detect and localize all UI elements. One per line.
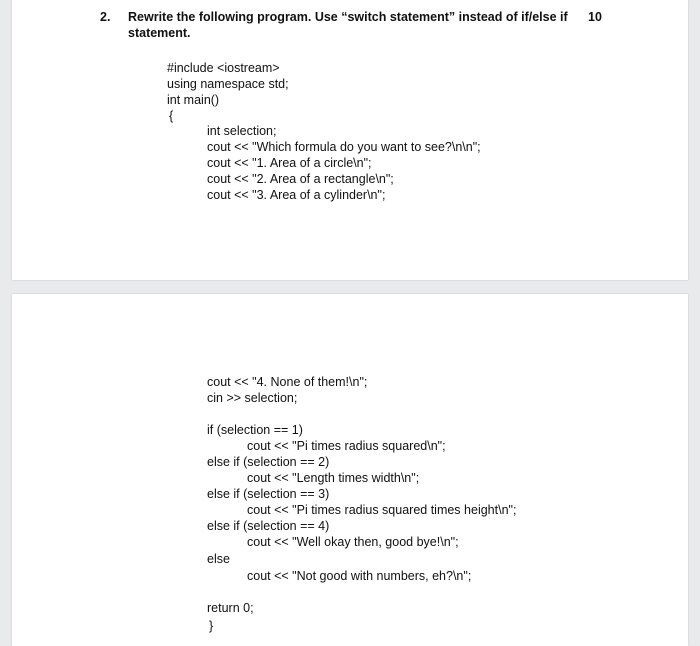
code-line: cout << "Length times width\n"; <box>247 471 420 485</box>
code-line: else if (selection == 2) <box>207 455 330 469</box>
code-line: cout << "Pi times radius squared\n"; <box>247 439 446 453</box>
question-points: 10 <box>588 10 602 24</box>
code-line: int main() <box>167 93 220 107</box>
code-line: using namespace std; <box>167 77 289 91</box>
code-line: else if (selection == 4) <box>207 519 330 533</box>
code-line: { <box>169 109 174 123</box>
code-line: #include <iostream> <box>167 61 280 75</box>
question-text-line-2: statement. <box>128 26 191 40</box>
code-line: cout << "1. Area of a circle\n"; <box>207 156 372 170</box>
code-line: int selection; <box>207 124 277 138</box>
code-line: cout << "Pi times radius squared times height\n"; <box>247 503 517 517</box>
code-line: cout << "Which formula do you want to see?\n\n"; <box>207 140 481 154</box>
code-line: return 0; <box>207 601 254 615</box>
code-line: else if (selection == 3) <box>207 487 330 501</box>
document-page-2 <box>12 294 688 646</box>
code-line: cin >> selection; <box>207 391 298 405</box>
question-text-line-1: Rewrite the following program. Use “switch statement” instead of if/else if <box>128 10 568 24</box>
code-line: cout << "Well okay then, good bye!\n"; <box>247 535 459 549</box>
code-line: cout << "3. Area of a cylinder\n"; <box>207 188 386 202</box>
question-number: 2. <box>100 10 111 24</box>
code-line: cout << "Not good with numbers, eh?\n"; <box>247 569 472 583</box>
code-line: cout << "2. Area of a rectangle\n"; <box>207 172 394 186</box>
code-line: cout << "4. None of them!\n"; <box>207 375 368 389</box>
document-page-1 <box>12 0 688 280</box>
code-line: if (selection == 1) <box>207 423 303 437</box>
code-line: } <box>209 619 214 633</box>
code-line: else <box>207 552 230 566</box>
